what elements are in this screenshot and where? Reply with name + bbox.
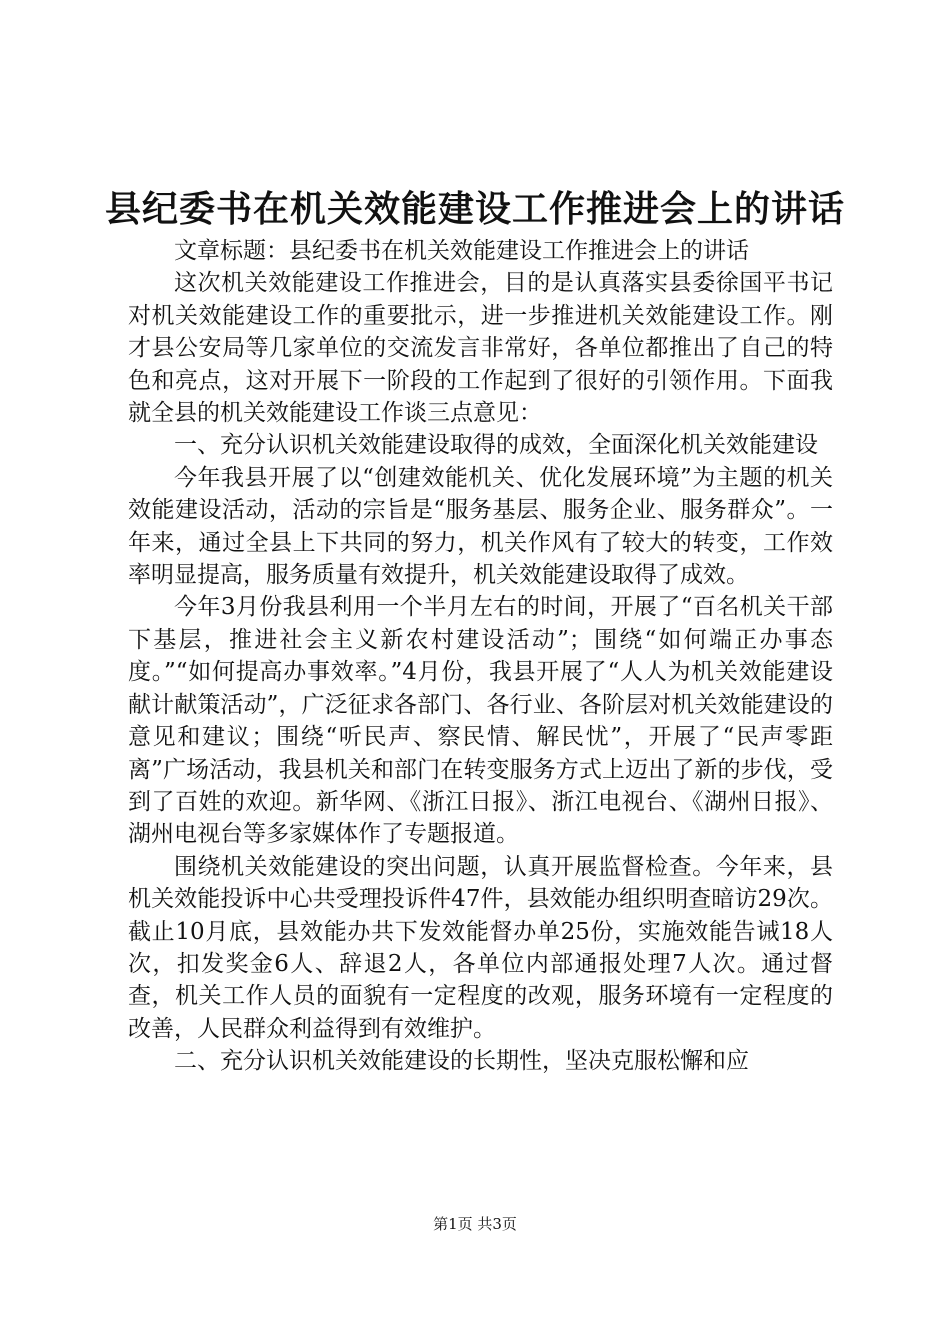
paragraph-intro: 这次机关效能建设工作推进会，目的是认真落实县委徐国平书记对机关效能建设工作的重要批示，进一步推进机关效能建设工作。刚才县公安局等几家单位的交流发言非常好，各单位都推出了自己的特色和亮点，这对开展下一阶段的工作起到了很好的引领作用。下面我就全县的机关效能建设工作谈三点意见： xyxy=(128,270,833,427)
section-heading-one: 一、充分认识机关效能建设取得的成效，全面深化机关效能建设 xyxy=(174,432,818,459)
paragraph: 今年3月份我县利用一个半月左右的时间，开展了“百名机关干部下基层，推进社会主义新农村建设活动”；围绕“如何端正办事态度。”“如何提高办事效率。”4月份，我县开展了“人人为机关效能建设献计献策活动”，广泛征求各部门、各行业、各阶层对机关效能建设的意见和建议；围绕“听民声、察民情、解民忧”，开展了“民声零距离”广场活动，我县机关和部门在转变服务方式上迈出了新的步伐，受到了百姓的欢迎。新华网、《浙江日报》、浙江电视台、《湖州日报》、湖州电视台等多家媒体作了专题报道。 xyxy=(128,594,833,848)
page-number-footer: 第1页 共3页 xyxy=(433,1215,517,1233)
section-heading-two: 二、充分认识机关效能建设的长期性，坚决克服松懈和应 xyxy=(174,1048,749,1075)
paragraph: 围绕机关效能建设的突出问题，认真开展监督检查。今年来，县机关效能投诉中心共受理投诉件47件，县效能办组织明查暗访29次。截止10月底，县效能办共下发效能督办单25份，实施效能告诫18人次，扣发奖金6人、辞退2人，各单位内部通报处理7人次。通过督查，机关工作人员的面貌有一定程度的改观，服务环境有一定程度的改善，人民群众利益得到有效维护。 xyxy=(128,853,833,1042)
document-title: 县纪委书在机关效能建设工作推进会上的讲话 xyxy=(104,188,845,230)
paragraph: 今年我县开展了以“创建效能机关、优化发展环境”为主题的机关效能建设活动，活动的宗旨是“服务基层、服务企业、服务群众”。一年来，通过全县上下共同的努力，机关作风有了较大的转变，工作效率明显提高，服务质量有效提升，机关效能建设取得了成效。 xyxy=(128,464,833,589)
document-body xyxy=(128,235,833,1078)
paragraph-article-title: 文章标题：县纪委书在机关效能建设工作推进会上的讲话 xyxy=(174,238,749,264)
